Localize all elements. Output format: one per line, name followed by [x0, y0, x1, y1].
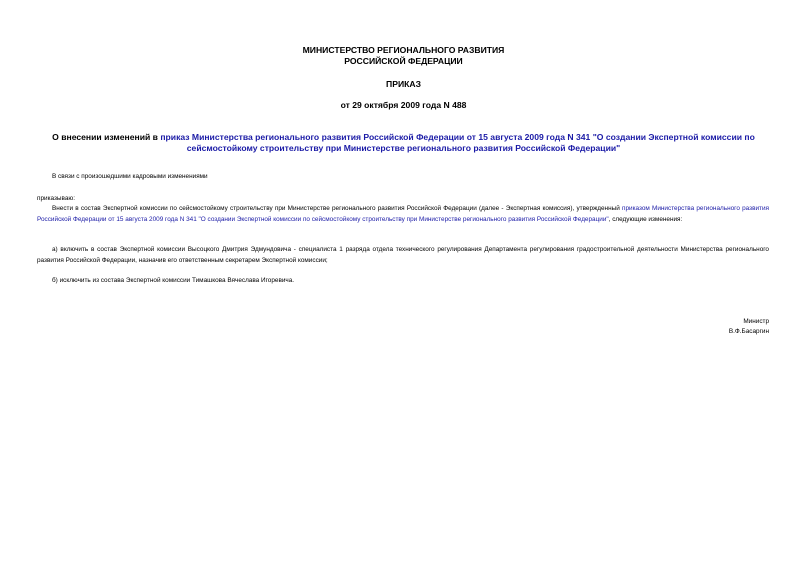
item-b: б) исключить из состава Экспертной комиссии Тимашкова Вячеслава Игоревича. — [52, 277, 295, 284]
para1-suffix: , следующие изменения: — [608, 215, 683, 223]
signature-position: Министр — [743, 318, 769, 325]
order-word: приказываю: — [37, 195, 75, 202]
document-title — [36, 132, 771, 153]
para1-prefix: Внести в состав Экспертной комиссии по сейсмостойкому строительству при Министерстве регионального развития Российской Федерации (далее - Экспертная комиссия), утвержденный — [52, 205, 622, 212]
doc-type: ПРИКАЗ — [386, 79, 421, 89]
ministry-name-line2: РОССИЙСКОЙ ФЕДЕРАЦИИ — [344, 56, 463, 66]
title-order-link[interactable]: приказ Министерства регионального развития Российской Федерации от 15 августа 2009 года N 341 "О создании Экспертной комиссии по сейсмостойкому строительству при Министерстве регионального развития Российской Федерации" — [160, 132, 755, 153]
intro-text: В связи с произошедшими кадровыми изменениями — [52, 173, 208, 180]
paragraph-1 — [37, 204, 769, 225]
title-prefix: О внесении изменений в — [52, 132, 161, 142]
ministry-name-line1: МИНИСТЕРСТВО РЕГИОНАЛЬНОГО РАЗВИТИЯ — [302, 45, 505, 55]
signature-name: В.Ф.Басаргин — [728, 328, 769, 335]
doc-date-number: от 29 октября 2009 года N 488 — [340, 100, 467, 110]
item-a: а) включить в состав Экспертной комиссии Высоцкого Дмитрия Эдмундовича - специалиста 1 разряда отдела технического регулирования Департамента регулирования градостроительной деятельности Министерства регионального развития Российской Федерации, назначив его ответственным секретарем Экспертной комиссии; — [37, 246, 769, 264]
para1-order-link[interactable]: приказом Министерства регионального развития Российской Федерации от 15 августа 2009 года N 341 "О создании Экспертной комиссии по сейсмостойкому строительству при Министерстве регионального развития Российской Федерации" — [37, 205, 769, 223]
